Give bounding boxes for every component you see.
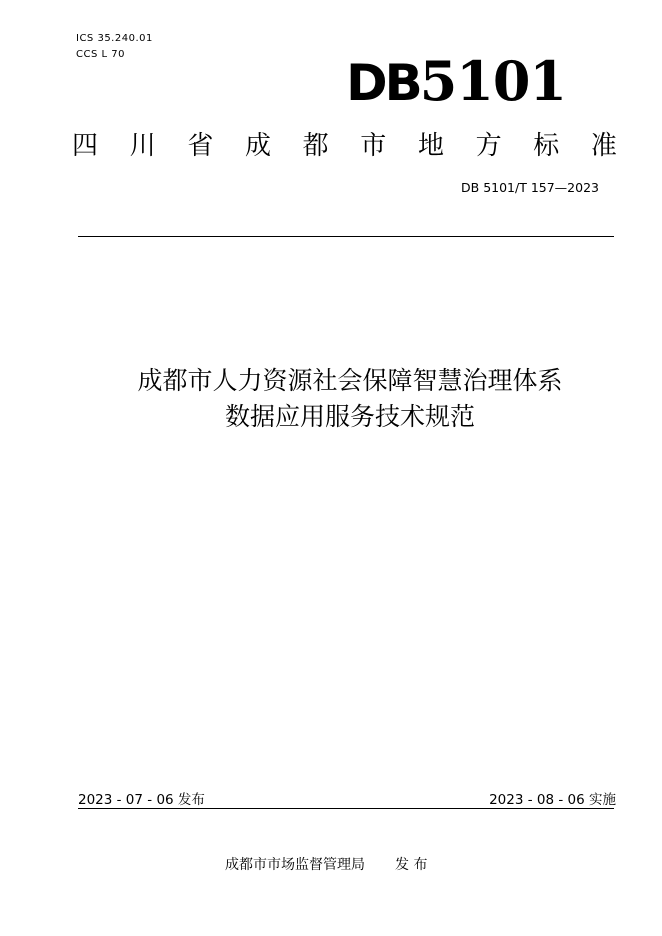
standard-title-char: 成	[244, 131, 271, 161]
issuer-line	[225, 854, 427, 874]
issue-label: 发 布	[395, 857, 428, 873]
document-title-line-1: 成都市人力资源社会保障智慧治理体系	[137, 366, 563, 395]
standard-title-char: 准	[590, 131, 617, 161]
standard-title-char: 省	[187, 131, 214, 161]
standard-title-char: 地	[417, 131, 444, 161]
ics-code: ICS 35.240.01	[76, 33, 153, 44]
document-title-line-2: 数据应用服务技术规范	[224, 402, 475, 431]
standard-category-title	[72, 125, 617, 162]
standard-title-char: 市	[360, 131, 387, 161]
standard-title-char: 标	[533, 131, 560, 161]
standard-title-char: 川	[129, 131, 156, 161]
standard-number: DB 5101/T 157—2023	[461, 180, 599, 195]
footer-divider	[78, 808, 614, 809]
standard-title-char: 四	[72, 131, 99, 161]
header-divider	[78, 236, 614, 237]
ccs-code: CCS L 70	[76, 49, 125, 60]
standard-title-char: 都	[302, 131, 329, 161]
standard-title-char: 方	[475, 131, 502, 161]
issue-date: 2023 - 07 - 06 发布	[78, 792, 205, 808]
implementation-date: 2023 - 08 - 06 实施	[489, 792, 616, 808]
db-logo-prefix: DB	[346, 54, 420, 112]
issuer-name: 成都市市场监督管理局	[225, 857, 365, 873]
db-logo-number: 5101	[419, 49, 566, 113]
db-logo	[346, 51, 566, 113]
